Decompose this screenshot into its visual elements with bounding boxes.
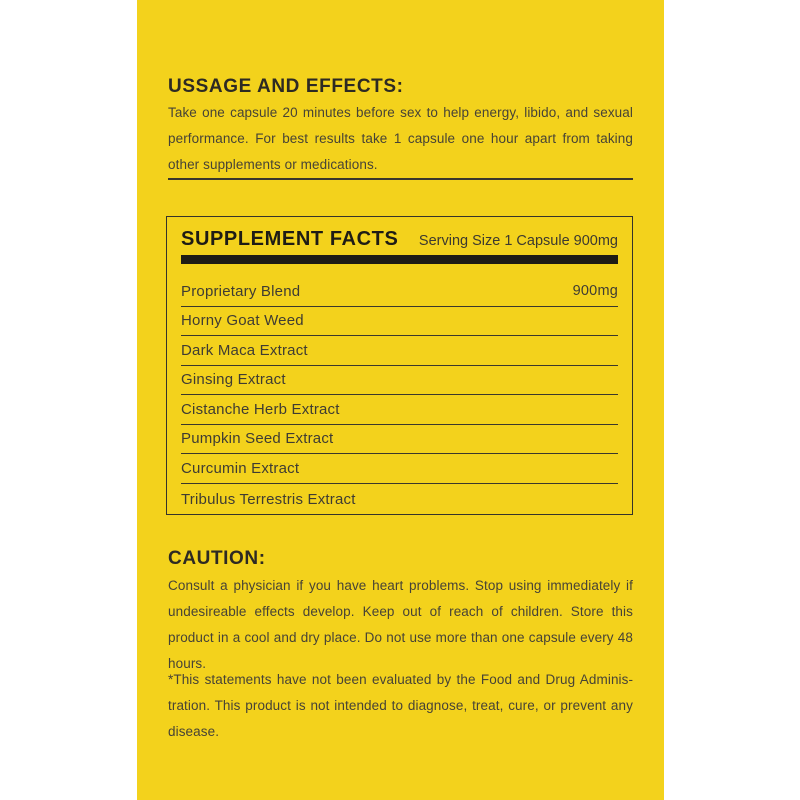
label-panel [137,0,664,800]
usage-heading: USSAGE AND EFFECTS: [168,76,404,97]
supplement-facts-box [166,216,633,515]
ingredient-name: Ginsing Extract [181,371,286,389]
ingredient-name: Proprietary Blend [181,282,301,300]
facts-divider-bar [181,255,618,264]
serving-size-text: Serving Size 1 Capsule 900mg [418,233,618,249]
ingredient-amount: 900mg [572,283,618,300]
ingredient-name: Dark Maca Extract [181,341,308,359]
ingredient-name: Curcumin Extract [181,459,300,477]
ingredient-name: Horny Goat Weed [181,312,304,330]
supplement-facts-header [181,217,618,252]
caution-heading: CAUTION: [168,548,266,569]
usage-body-text: Take one capsule 20 minutes before sex to help energy, libido, and sexual performance. For best results take 1 capsule one hour apart from taking other supplements or medications. [168,105,633,172]
facts-row [181,366,618,396]
facts-row [181,307,618,337]
facts-row [181,395,618,425]
disclaimer-text: *This statements have not been evaluated by the Food and Drug Administration. This product is not intended to diagnose, treat, cure, or prevent any disease. [168,672,633,739]
facts-row [181,425,618,455]
ingredient-name: Cistanche Herb Extract [181,400,340,418]
caution-body-text: Consult a physician if you have heart problems. Stop using immediately if undesireable effects develop. Keep out of reach of children. Store this product in a cool and dry place. Do not use more than one capsule every 48 hours. [168,578,633,671]
ingredient-name: Tribulus Terrestris Extract [181,490,356,508]
section-divider [168,178,633,180]
supplement-facts-title: SUPPLEMENT FACTS [181,228,399,250]
facts-row [181,484,618,515]
ingredient-name: Pumpkin Seed Extract [181,430,334,448]
facts-row [181,454,618,484]
facts-row [181,336,618,366]
facts-row [181,277,618,307]
